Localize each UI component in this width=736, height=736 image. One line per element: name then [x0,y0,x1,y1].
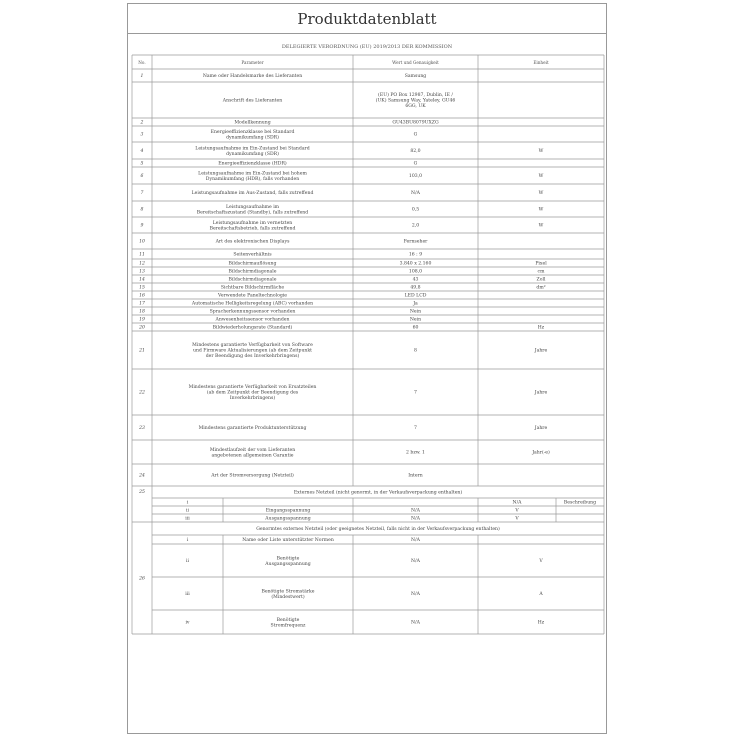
section-26-parameter: Stromfrequenz [270,623,306,629]
section-25-value: N/A [411,508,420,514]
row-value: 7 [414,390,417,396]
row-value: Ja [413,301,418,307]
row-number: 19 [139,317,145,323]
row-parameter: Mindestens garantierte Verfügbarkeit von Ersatzteilen [188,385,317,390]
row-parameter: Seitenverhältnis [233,252,272,258]
row-parameter: Dynamikumfang (HDR), falls vorhanden [205,176,300,182]
header-unit: Einheit [533,60,549,65]
row-parameter: Leistungsaufnahme im [225,204,280,210]
section-25-parameter: Ausgangsspannung [265,516,311,522]
row-value: Fernseher [403,239,428,245]
row-value: Nein [409,309,422,315]
row-unit: cm [537,269,545,275]
row-number: 2 [140,120,144,126]
row-value: 49,8 [410,285,421,291]
row-parameter: Bildschirmdiagonale [228,269,277,275]
row-number: 5 [140,161,144,167]
row-parameter: Art des elektronischen Displays [215,239,290,245]
row-parameter: der Beendigung des Inverkehrbringens) [205,354,300,360]
datasheet-table [128,4,608,735]
row-parameter: Verwendete Paneltechnologie [217,293,288,299]
row-value: 7 [414,426,417,432]
row-parameter: Leistungsaufnahme im Ein-Zustand bei hohem [198,171,307,177]
header-no: No. [138,60,146,65]
row-number: 3 [140,132,144,138]
row-value: G [413,132,418,138]
section-26-index: iii [185,592,190,598]
row-value: Samsung [404,74,427,80]
section-25-unit: V [515,508,519,514]
row-number: 21 [139,348,145,354]
row-parameter: Bildwiederholungsrate (Standard) [212,325,293,331]
row-number: 13 [139,269,145,275]
row-value: 16 : 9 [408,252,423,258]
row-parameter: Name oder Handelsmarke des Lieferanten [202,74,303,80]
section-25-unit: V [515,516,519,522]
row-parameter: Leistungsaufnahme im Aus-Zustand, falls zutreffend [191,191,314,197]
header-value: Wert und Genauigkeit [392,60,439,65]
section-25-number: 25 [139,490,145,495]
row-unit: Jahre [534,348,548,354]
row-number: 4 [140,149,144,155]
row-value: 108,0 [408,269,423,275]
row-number: 10 [139,239,145,245]
row-unit: W [538,207,544,213]
row-parameter: Leistungsaufnahme im Ein-Zustand bei Standard [195,146,310,152]
section-26-index: iv [185,620,190,626]
section-26-unit: A [539,592,543,598]
row-parameter: (ab dem Zeitpunkt der Beendigung des [206,390,299,396]
row-number: 22 [139,390,145,396]
section-26-number: 26 [139,576,145,582]
product-datasheet [127,3,607,734]
section-26-parameter: (Mindestwert) [271,594,305,600]
row-number: 20 [139,325,145,331]
section-26-index: ii [186,559,189,565]
row-parameter: Automatische Helligkeitsregelung (ABC) vorhanden [191,301,314,307]
row-unit: Jahre [534,390,548,396]
row-parameter: Bereitschaftsbetrieb, falls zutreffend [209,226,296,232]
section-26-parameter: Name oder Liste unterstützter Normen [242,538,334,544]
row-parameter: Mindestens garantierte Produktunterstützung [198,426,307,432]
row-number: 9 [140,223,144,229]
row-value: (UK) Samsung Way, Yateley, GU46 [375,98,456,104]
row-parameter: Energieeffizienzklasse bei Standard [210,129,295,135]
row-unit: W [538,149,544,155]
row-value: 0,5 [411,207,420,213]
section-26-header: Genormtes externes Netzteil (oder geeignetes Netzteil, falls nicht in der Verkaufsverpackung enthalten) [256,527,500,533]
section-25-unit: N/A [512,500,522,506]
row-value: (EU) PO Box 12987, Dublin, IE / [378,93,453,98]
regulation-subtitle: DELEGIERTE VERORDNUNG (EU) 2019/2013 DER KOMMISSION [281,44,453,50]
row-value: 2 bzw. 1 [406,450,425,456]
row-number: 15 [139,285,145,291]
row-unit: W [538,223,544,229]
row-parameter: Spracherkennungssensor vorhanden [209,309,296,315]
row-unit: Jahre [534,426,548,432]
page-title: Produktdatenblatt [128,4,606,34]
row-parameter: Mindestlaufzeit der vom Lieferanten [209,447,296,453]
section-25-index: i [186,500,189,506]
row-number: 8 [140,207,144,213]
row-value: 3.840 x 2.160 [399,261,432,267]
section-25-header: Externes Netzteil (nicht genormt, in der Verkaufsverpackung enthalten) [293,490,463,496]
section-26-value: N/A [411,592,420,598]
row-number: 14 [139,277,145,283]
section-26-value: N/A [411,538,420,544]
row-number: 7 [140,191,144,197]
row-value: Intern [408,473,423,479]
section-26-parameter: Benötigte [276,617,300,623]
row-value: G [413,161,418,167]
section-25-extra: Beschreibung [563,500,597,506]
section-25-index: ii [186,508,189,514]
row-value: GU43BU8079UXZG [392,120,439,126]
row-parameter: Leistungsaufnahme im vernetzten [212,220,293,226]
section-25-value: N/A [411,516,420,522]
row-parameter: Anwesenheitssensor vorhanden [215,317,290,323]
row-number: 24 [139,473,145,479]
row-number: 18 [139,309,145,315]
row-value: 82,0 [410,149,421,155]
row-unit: Pixel [535,261,547,267]
row-value: 8 [414,348,417,354]
section-26-unit: Hz [537,620,545,626]
row-value: 60 [412,325,419,331]
row-value: 43 [412,277,419,283]
row-parameter: Anschrift des Lieferanten [222,98,283,104]
row-number: 6 [140,174,144,180]
row-parameter: und Firmware Aktualisierungen (ab dem Zeitpunkt [192,348,313,354]
row-parameter: dynamikumfang (SDR) [226,135,279,141]
row-parameter: Modellkennung [234,120,271,126]
row-value: 2,0 [411,223,420,229]
row-parameter: Energieeffizienzklasse (HDR) [218,161,287,167]
row-unit: Hz [537,325,545,331]
row-unit: Zoll [536,277,546,283]
row-number: 17 [139,301,145,307]
row-number: 11 [139,252,145,258]
row-value: 103,0 [408,174,423,180]
section-26-value: N/A [411,620,420,626]
section-25-index: iii [185,516,190,522]
row-parameter: Sichtbare Bildschirmfläche [220,285,285,291]
row-number: 12 [139,261,145,267]
section-25-parameter: Eingangsspannung [265,508,311,514]
row-parameter: dynamikumfang (SDR) [226,151,279,157]
row-unit: dm² [536,285,546,291]
section-26-index: i [186,538,189,544]
row-value: N/A [411,191,420,197]
row-value: 6GG, UK [405,104,426,110]
row-value: Nein [409,317,422,323]
row-number: 23 [139,426,145,432]
row-parameter: Bildschirmauflösung [228,261,277,267]
section-26-parameter: Benötigte [276,556,300,562]
row-parameter: Mindestens garantierte Verfügbarkeit von Software [192,343,313,348]
row-number: 1 [140,74,144,80]
row-unit: W [538,174,544,180]
header-parameter: Parameter [241,60,264,65]
row-parameter: Bereitschaftszustand (Standby), falls zutreffend [196,210,309,216]
row-number: 16 [139,293,145,299]
section-26-unit: V [539,559,543,565]
row-parameter: Inverkehrbringens) [229,396,276,402]
row-value: LED LCD [404,293,427,299]
row-parameter: Bildschirmdiagonale [228,277,277,283]
section-26-value: N/A [411,559,420,565]
row-parameter: angebotenen allgemeinen Garantie [211,453,294,459]
row-parameter: Art der Stromversorgung (Netzteil) [211,473,294,479]
section-26-parameter: Ausgangsspannung [265,561,311,567]
section-26-parameter: Benötigte Stromstärke [261,589,315,595]
row-unit: W [538,191,544,197]
row-unit: Jahr(-e) [532,450,550,456]
